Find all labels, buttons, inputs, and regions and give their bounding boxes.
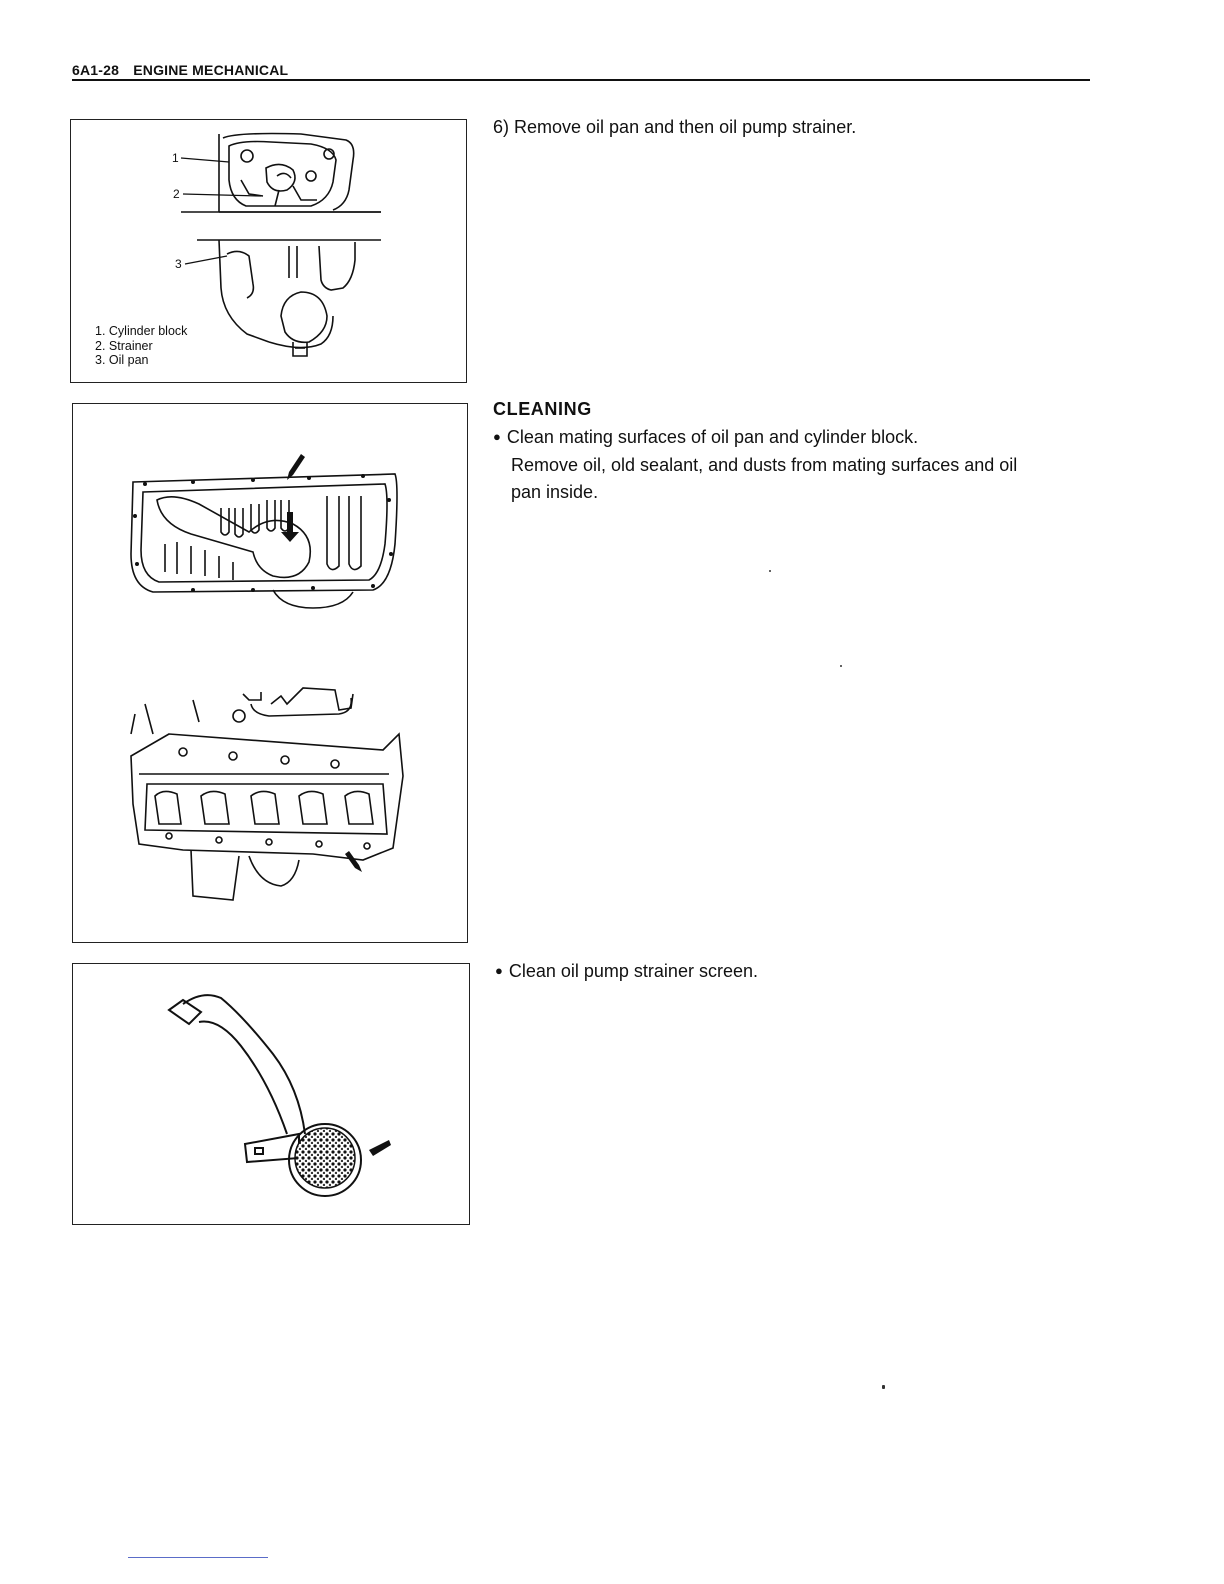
- section-title: ENGINE MECHANICAL: [133, 62, 289, 78]
- legend-item-cylinder-block: 1. Cylinder block: [95, 324, 188, 338]
- cleaning-bullet-1: [493, 424, 1017, 506]
- scan-speck: [882, 1385, 885, 1389]
- scan-speck: [840, 665, 842, 667]
- page-number: 6A1-28: [72, 62, 120, 78]
- cleaning-bullet-2: ● Clean oil pump strainer screen.: [495, 958, 758, 986]
- figure-legend: [95, 324, 187, 368]
- figure-mating-surfaces: [72, 403, 468, 943]
- strainer-screen-mesh: [295, 1128, 355, 1188]
- figure-oil-pan-removal: [70, 119, 467, 383]
- oil-pan-and-block-illustration: [73, 404, 469, 944]
- header-rule: [72, 79, 1090, 81]
- strainer-illustration: [73, 964, 471, 1226]
- callout-2: 2: [173, 187, 180, 201]
- scan-speck: [769, 570, 771, 572]
- cleaning-bullet-1-line-2: Remove oil, old sealant, and dusts from mating surfaces and oil: [511, 455, 1018, 475]
- callout-1: 1: [172, 151, 179, 165]
- strainer-arrow-icon: [369, 1140, 391, 1156]
- figure-oil-pump-strainer: [72, 963, 470, 1225]
- cleaning-bullet-1-line-3: pan inside.: [511, 482, 599, 502]
- page-header: [72, 62, 288, 78]
- step-remove-oil-pan: 6) Remove oil pan and then oil pump strainer.: [493, 117, 857, 137]
- cleaning-heading: CLEANING: [493, 399, 592, 419]
- callout-3: 3: [175, 257, 182, 271]
- legend-item-strainer: 2. Strainer: [95, 338, 153, 353]
- cleaning-bullet-1-line-1: ● Clean mating surfaces of oil pan and cylinder block.: [493, 424, 1017, 452]
- footer-line: [128, 1557, 268, 1558]
- legend-item-oil-pan: 3. Oil pan: [95, 353, 149, 367]
